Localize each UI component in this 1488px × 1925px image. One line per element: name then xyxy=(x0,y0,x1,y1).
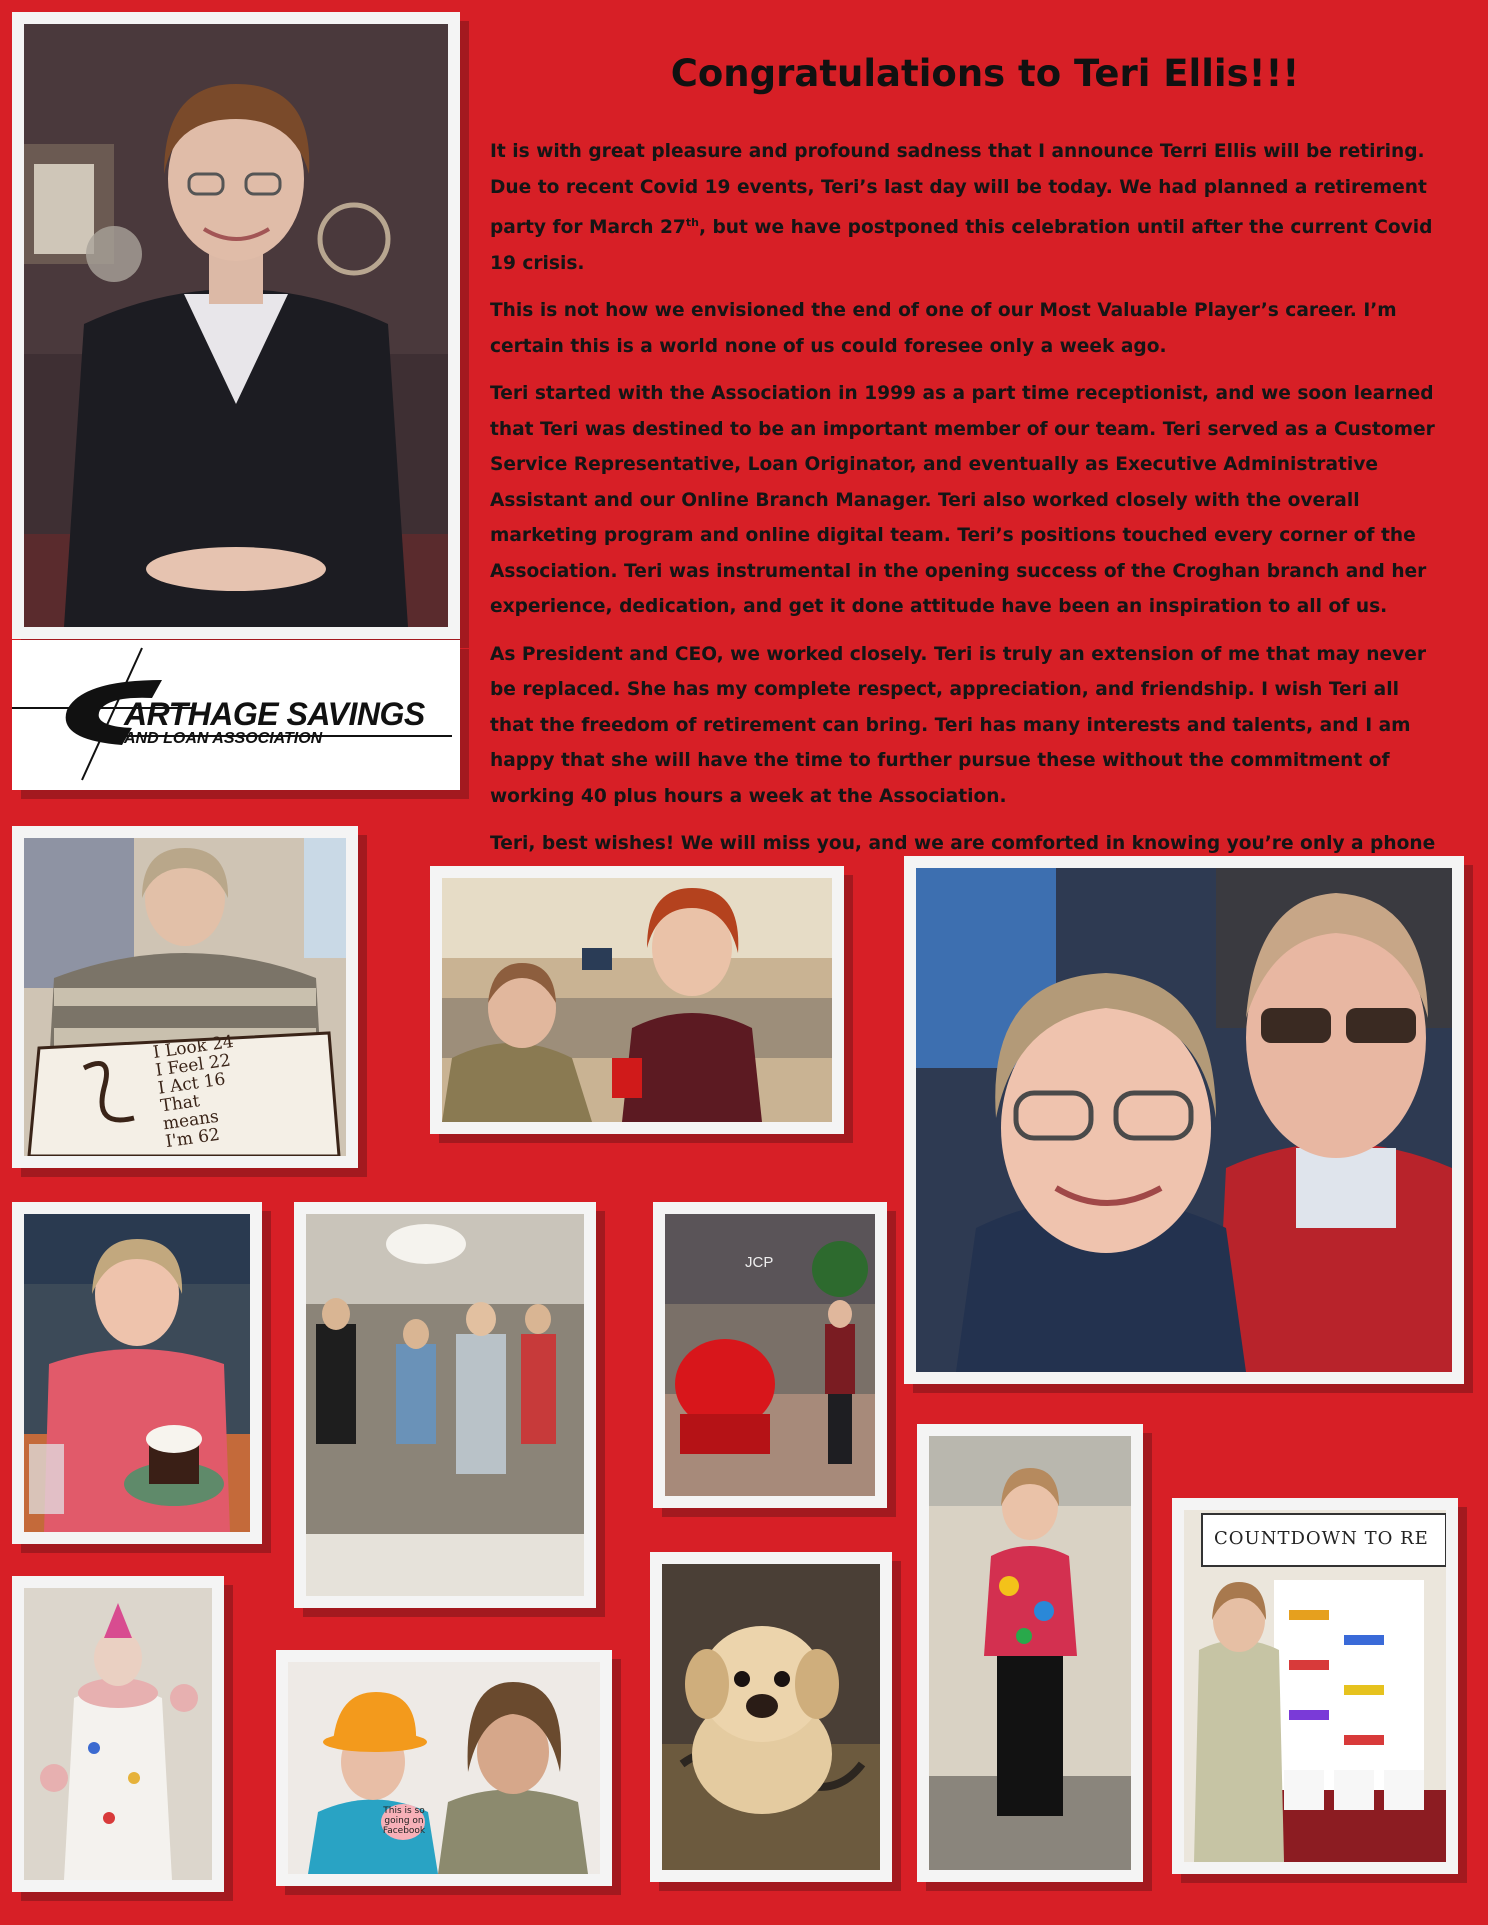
store-sign: JCP xyxy=(745,1254,774,1271)
ordinal-suffix: th xyxy=(685,216,699,229)
countdown-sign: COUNTDOWN TO RE xyxy=(1214,1528,1429,1549)
photo-prop-sign: This is so going on Facebook xyxy=(382,1806,426,1836)
countdown-photo-frame xyxy=(1172,1498,1458,1874)
coworkers-photo xyxy=(442,878,832,1122)
portrait-photo xyxy=(24,24,448,627)
logo-company-name: ARTHAGE SAVINGS xyxy=(124,696,425,732)
paragraph-1-end: , but we have postponed this celebration until after the current Covid 19 crisis. xyxy=(490,217,1433,274)
dog-photo-frame xyxy=(650,1552,892,1882)
countdown-photo xyxy=(1184,1510,1446,1862)
photobooth-photo-frame xyxy=(276,1650,612,1886)
paragraph-2: This is not how we envisioned the end of one of our Most Valuable Player’s career. I’m certain this is a world none of us could foresee only a week ago. xyxy=(490,300,1397,357)
paragraph-3: Teri started with the Association in 1999 as a part time receptionist, and we soon learned that Teri was destined to be an important member of our team. Teri served as a Customer Service Representative, Loan Originator, and eventually as Executive Administrative Assistant and our Online Branch Manager. Teri also worked closely with the overall marketing program and online digital team. Teri’s positions touched every corner of the Association. Teri was instrumental in the opening success of the Croghan branch and her experience, dedication, and get it done attitude have been an inspiration to all of us. xyxy=(490,383,1435,618)
announcement-body xyxy=(490,134,1448,909)
kettle-photo-frame xyxy=(653,1202,887,1508)
portrait-photo-frame xyxy=(12,12,460,639)
dance-photo-frame xyxy=(294,1202,596,1608)
cake-photo-frame xyxy=(12,826,358,1168)
clown-photo-frame xyxy=(12,1576,224,1892)
selfie-photo xyxy=(916,868,1452,1372)
selfie-photo-frame xyxy=(904,856,1464,1384)
standing-photo-frame xyxy=(917,1424,1143,1882)
paragraph-1 xyxy=(490,134,1448,281)
kettle-photo xyxy=(665,1214,875,1496)
paragraph-1-start: It is with great pleasure and profound sadness that I announce Terri Ellis will be retiring. Due to recent Covid 19 events, Teri’s last day will be today. We had planned a retirement party for March 27 xyxy=(490,141,1427,239)
logo-subtitle: AND LOAN ASSOCIATION xyxy=(124,730,323,747)
photobooth-photo xyxy=(288,1662,600,1874)
dog-photo xyxy=(662,1564,880,1870)
paragraph-4: As President and CEO, we worked closely. Teri is truly an extension of me that may never be replaced. She has my complete respect, appreciation, and friendship. I wish Teri all that the freedom of retirement can bring. Teri has many interests and talents, and I am happy that she will have the time to further pursue these without the commitment of working 40 plus hours a week at the Association. xyxy=(490,643,1427,807)
company-logo xyxy=(12,640,460,790)
standing-photo xyxy=(929,1436,1131,1870)
clown-photo xyxy=(24,1588,212,1880)
cake-inscription: I Look 24 I Feel 22 I Act 16 That means I'm 62 xyxy=(151,1031,235,1153)
dance-photo xyxy=(306,1214,584,1596)
dessert-photo-frame xyxy=(12,1202,262,1544)
coworkers-photo-frame xyxy=(430,866,844,1134)
cake-photo xyxy=(24,838,346,1156)
dessert-photo xyxy=(24,1214,250,1532)
paragraph-5: Teri, best wishes! We will miss you, and we are comforted in knowing you’re only a phone xyxy=(490,833,1436,855)
page-title: Congratulations to Teri Ellis!!! xyxy=(670,52,1300,95)
